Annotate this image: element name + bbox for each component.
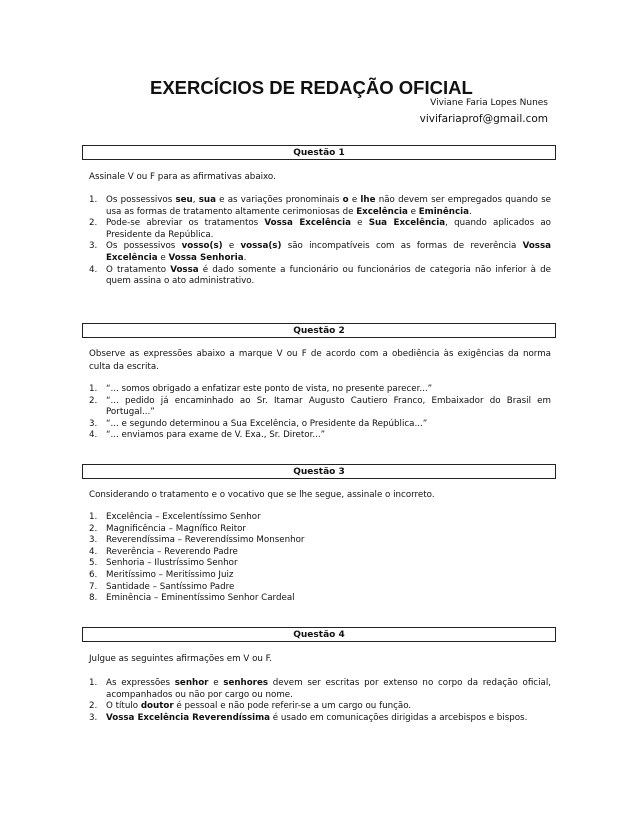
list-item: [89, 701, 551, 713]
item-text: não devem ser empregados quando se usa as formas de tratamento altamente cerimoniosas de: [106, 195, 551, 217]
bold-term: Vossa Excelência Reverendíssima: [106, 712, 271, 723]
item-text: é usado em comunicações dirigidas a arcebispos e bispos.: [270, 712, 528, 723]
question-4-heading: Questão 4: [82, 627, 556, 642]
bold-term: doutor: [140, 701, 174, 712]
list-item-number: 4.: [89, 546, 98, 557]
bold-term: Vossa: [170, 264, 199, 275]
list-item-number: 3.: [89, 418, 98, 429]
list-item: [89, 512, 551, 524]
bold-term: vosso(s): [181, 241, 223, 252]
list-item-number: 1.: [89, 512, 98, 522]
item-text: Santidade – Santíssimo Padre: [106, 581, 235, 592]
list-item-number: 1.: [89, 384, 98, 394]
list-item: [89, 419, 551, 431]
list-item-number: 2.: [89, 395, 98, 406]
question-3-list: [89, 512, 551, 605]
document-title: EXERCÍCIOS DE REDAÇÃO OFICIAL: [150, 77, 473, 98]
item-text: e: [348, 195, 361, 205]
item-text: .: [243, 252, 247, 263]
item-text: Pode-se abreviar os tratamentos: [106, 218, 265, 229]
item-text: e: [222, 241, 241, 252]
question-3-instruction: Considerando o tratamento e o vocativo que se lhe segue, assinale o incorreto.: [89, 490, 435, 500]
list-item-number: 7.: [89, 581, 98, 592]
list-item: [89, 570, 551, 582]
bold-term: senhor: [174, 678, 209, 688]
bold-term: Vossa Excelência: [264, 218, 351, 229]
bold-term: Sua Excelência: [368, 218, 446, 229]
list-item: [89, 218, 551, 241]
author-email: vivifariaprof@gmail.com: [419, 113, 548, 125]
list-item: [89, 713, 551, 725]
list-item-number: 2.: [89, 523, 98, 534]
item-text: “... somos obrigado a enfatizar este ponto de vista, no presente parecer...”: [106, 384, 433, 394]
list-item: [89, 535, 551, 547]
list-item: [89, 195, 551, 218]
item-text: , quando aplicados ao Presidente da República.: [106, 218, 551, 240]
item-text: Os possessivos: [106, 241, 182, 252]
list-item: [89, 678, 551, 701]
list-item-number: 3.: [89, 712, 98, 723]
list-item: [89, 547, 551, 559]
question-1-list: [89, 195, 551, 288]
item-text: é dado somente a funcionário ou funcionários de categoria não inferior à de quem assina o ato administrativo.: [106, 264, 551, 287]
bold-term: seu: [175, 195, 193, 205]
item-text: devem ser escritas por extenso no corpo da redação oficial, acompanhados ou não por cargo ou nome.: [106, 678, 551, 700]
bold-term: Eminência: [418, 206, 469, 217]
item-text: e: [350, 218, 369, 229]
list-item: [89, 524, 551, 536]
item-text: .: [468, 206, 472, 217]
item-text: “... enviamos para exame de V. Exa., Sr. Diretor...”: [106, 430, 326, 441]
item-text: Excelência – Excelentíssimo Senhor: [106, 512, 261, 522]
item-text: “... e segundo determinou a Sua Excelência, o Presidente da República...”: [106, 418, 428, 429]
list-item-number: 3.: [89, 241, 98, 252]
bold-term: Excelência: [356, 206, 408, 217]
item-text: e: [208, 678, 224, 688]
list-item-number: 2.: [89, 701, 98, 712]
item-text: O tratamento: [106, 264, 171, 275]
question-2-heading: Questão 2: [82, 323, 556, 338]
item-text: Magnificência – Magnífico Reitor: [106, 523, 247, 534]
list-item-number: 2.: [89, 218, 98, 229]
item-text: é pessoal e não pode referir-se a um cargo ou função.: [173, 701, 412, 712]
question-1-instruction: Assinale V ou F para as afirmativas abaixo.: [89, 172, 276, 182]
list-item-number: 6.: [89, 569, 98, 580]
list-item: [89, 241, 551, 264]
list-item: [89, 396, 551, 419]
item-text: Eminência – Eminentíssimo Senhor Cardeal: [106, 593, 295, 604]
bold-term: sua: [198, 195, 216, 205]
item-text: Os possessivos: [106, 195, 176, 205]
list-item-number: 5.: [89, 558, 98, 569]
question-4-instruction: Julgue as seguintes afirmações em V ou F.: [89, 654, 273, 664]
item-text: Meritíssimo – Meritíssimo Juiz: [106, 569, 234, 580]
item-text: e as variações pronominais: [215, 195, 343, 205]
list-item: [89, 558, 551, 570]
item-text: e: [407, 206, 419, 217]
question-3-heading: Questão 3: [82, 464, 556, 479]
list-item-number: 8.: [89, 593, 98, 604]
list-item: [89, 384, 551, 396]
question-2-instruction: Observe as expressões abaixo a marque V ou F de acordo com a obediência às exigências da norma culta da escrita.: [89, 349, 551, 372]
list-item-number: 4.: [89, 430, 98, 441]
item-text: O título: [106, 701, 141, 712]
list-item-number: 3.: [89, 535, 98, 546]
item-text: As expressões: [106, 678, 175, 688]
item-text: ,: [192, 195, 199, 205]
bold-term: Vossa Excelência: [106, 241, 551, 263]
item-text: “... pedido já encaminhado ao Sr. Itamar Augusto Cautiero Franco, Embaixador do Brasil em Portugal...”: [106, 395, 551, 418]
author-name: Viviane Faria Lopes Nunes: [430, 98, 548, 108]
item-text: Senhoria – Ilustríssimo Senhor: [106, 558, 238, 569]
item-text: são incompatíveis com as formas de reverência: [281, 241, 523, 252]
list-item-number: 4.: [89, 264, 98, 275]
item-text: e: [157, 252, 169, 263]
list-item: [89, 593, 551, 605]
question-1-heading: Questão 1: [82, 145, 556, 160]
item-text: Reverência – Reverendo Padre: [106, 546, 238, 557]
bold-term: Vossa Senhoria: [168, 252, 244, 263]
list-item-number: 1.: [89, 195, 98, 205]
bold-term: o: [342, 195, 349, 205]
question-2-list: [89, 384, 551, 442]
question-4-list: [89, 678, 551, 724]
list-item-number: 1.: [89, 678, 98, 688]
item-text: Reverendíssima – Reverendíssimo Monsenhor: [106, 535, 305, 546]
bold-term: lhe: [360, 195, 376, 205]
list-item: [89, 430, 551, 442]
bold-term: senhores: [223, 678, 269, 688]
list-item: [89, 265, 551, 288]
list-item: [89, 582, 551, 594]
bold-term: vossa(s): [240, 241, 282, 252]
